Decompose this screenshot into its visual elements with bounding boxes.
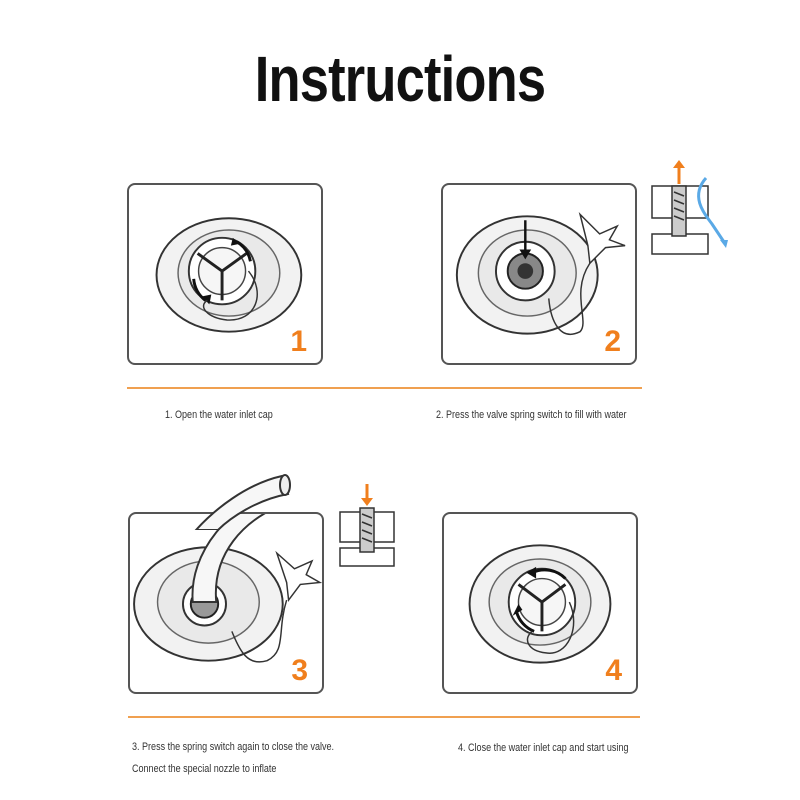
spring-valve-press-icon — [336, 482, 398, 572]
hose-icon — [190, 470, 300, 530]
step-number: 4 — [605, 654, 622, 687]
step-1-panel — [127, 183, 323, 365]
divider-top — [127, 387, 642, 389]
step-4-caption: 4. Close the water inlet cap and start using — [458, 742, 629, 754]
step-1-caption: 1. Open the water inlet cap — [165, 409, 273, 421]
step-2-panel — [441, 183, 637, 365]
step-3-panel — [128, 512, 324, 694]
step-number: 1 — [290, 325, 307, 358]
page-title: Instructions — [254, 43, 546, 115]
step-3-caption: 3. Press the spring switch again to close the valve. — [132, 741, 335, 753]
step-number: 3 — [291, 654, 308, 687]
step-number: 2 — [604, 325, 621, 358]
step-2-caption: 2. Press the valve spring switch to fill with water — [436, 409, 627, 421]
divider-bottom — [128, 716, 640, 718]
step-4-panel — [442, 512, 638, 694]
step-3-caption-line2: Connect the special nozzle to inflate — [132, 763, 277, 775]
spring-valve-water-icon — [648, 158, 732, 258]
